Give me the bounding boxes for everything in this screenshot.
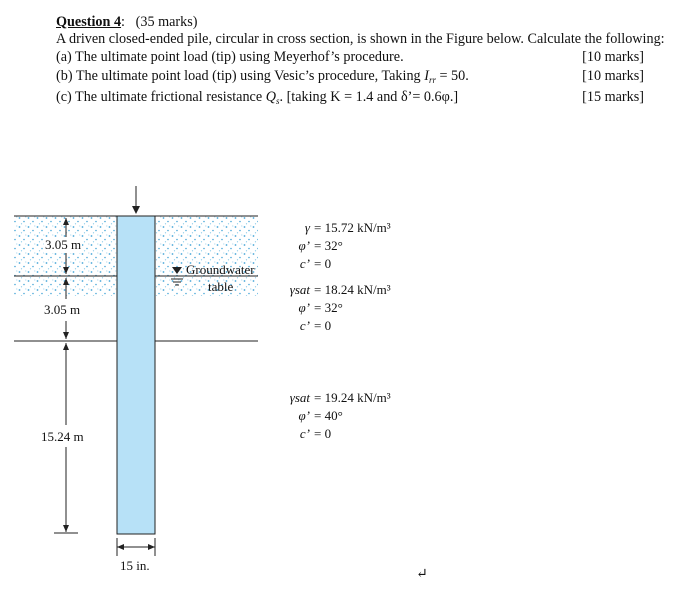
part-c-subscript: s [275,96,280,107]
part-b-text-post: = 50. [435,68,469,85]
layer-3-c-symbol: c’ [299,426,310,441]
layer-1-properties [280,219,391,273]
layer-1-phi-value: = 32° [314,238,343,253]
soil-texture-right [155,216,258,296]
layer-3-phi-value: = 40° [314,408,343,423]
part-c-marks: [15 marks] [582,89,644,106]
pile [117,216,155,534]
layer-1-c-value: = 0 [314,256,332,271]
dim-label-top: 3.05 m [45,237,82,252]
dim-arrow-2b [63,332,69,339]
layer-3-gamma-value: = 19.24 kN/m³ [314,390,391,405]
question-total-marks: (35 marks) [135,14,198,30]
layer-1-gamma-value: = 15.72 kN/m³ [314,220,391,235]
diam-arrow-right [148,544,155,550]
layer-1-phi-symbol: φ’ [298,238,310,253]
dim-label-middle: 3.05 m [44,302,81,317]
load-arrow-head [132,206,140,214]
groundwater-label: Groundwater [186,262,255,277]
part-b-subscript: rr [428,75,436,86]
question-number: Question 4 [56,14,122,30]
part-c-symbol: Q [265,89,276,106]
dim-arrow-3b [63,525,69,532]
layer-2-properties [280,281,391,335]
layer-2-phi-symbol: φ’ [298,300,310,315]
pile-diameter-label: 15 in. [120,558,150,573]
question-statement: A driven closed-ended pile, circular in cross section, is shown in the Figure below. Calculate the following: [56,30,665,47]
layer-3-gamma-symbol: γsat [289,390,310,405]
part-a-marks: [10 marks] [582,49,644,66]
layer-1-c-symbol: c’ [299,256,310,271]
part-c-text-pre: (c) The ultimate frictional resistance [56,89,266,106]
layer-3-phi-symbol: φ’ [298,408,310,423]
layer-3-c-value: = 0 [314,426,332,441]
layer-1-gamma-symbol: γ [304,220,310,235]
return-arrow-icon: ↵ [416,567,428,582]
layer-2-phi-value: = 32° [314,300,343,315]
groundwater-label-line2: table [208,279,234,294]
part-c-text-post: . [taking K = 1.4 and δ’= 0.6φ.] [279,89,459,106]
part-b-symbol: I [424,68,429,85]
dim-arrow-3a [63,343,69,350]
part-a-text: (a) The ultimate point load (tip) using Meyerhof’s procedure. [56,49,404,66]
question-header: Question 4: (35 marks) [56,14,198,30]
part-b-text-pre: (b) The ultimate point load (tip) using Vesic’s procedure, Taking [56,68,425,85]
diam-arrow-left [117,544,124,550]
layer-3-properties [280,389,391,443]
layer-2-c-value: = 0 [314,318,332,333]
layer-2-gamma-symbol: γsat [289,282,310,297]
layer-2-gamma-value: = 18.24 kN/m³ [314,282,391,297]
dim-label-bottom: 15.24 m [41,429,84,444]
part-b-marks: [10 marks] [582,68,644,85]
layer-2-c-symbol: c’ [299,318,310,333]
